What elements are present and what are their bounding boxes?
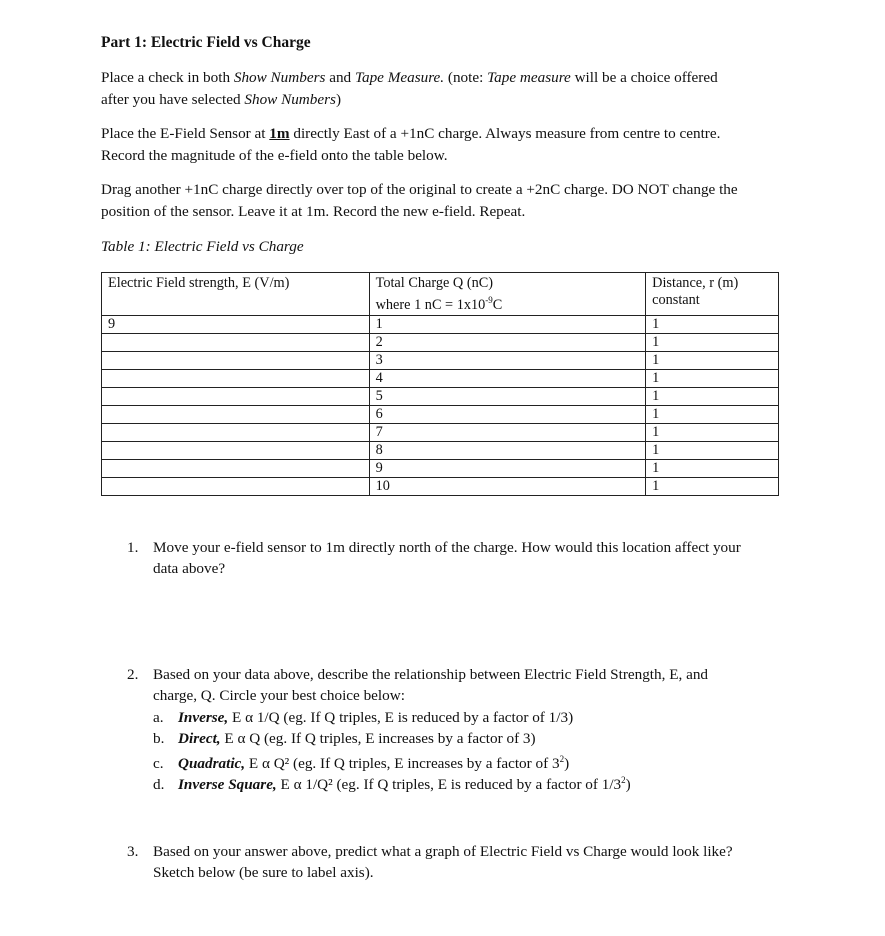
cell-electric-field[interactable] [102,405,370,423]
table-row [102,351,779,369]
cell-distance: 1 [646,351,779,369]
table-row [102,315,779,333]
cell-distance: 1 [646,333,779,351]
header-electric-field: Electric Field strength, E (V/m) [102,273,370,316]
cell-electric-field[interactable] [102,351,370,369]
choice-option-a[interactable]: a. Inverse, E α 1/Q (eg. If Q triples, E is reduced by a factor of 1/3) [153,709,574,726]
cell-total-charge: 3 [369,351,646,369]
part-title: Part 1: Electric Field vs Charge [101,34,311,51]
instruction-paragraph-2-line-2: Record the magnitude of the e-field onto the table below. [101,147,448,164]
table-row [102,477,779,495]
cell-electric-field[interactable] [102,441,370,459]
question-2-number: 2. [127,666,139,683]
cell-total-charge: 6 [369,405,646,423]
question-1-line-2: data above? [153,560,226,577]
cell-distance: 1 [646,423,779,441]
choice-option-b[interactable]: b. Direct, E α Q (eg. If Q triples, E increases by a factor of 3) [153,730,536,747]
table-row [102,387,779,405]
cell-total-charge: 8 [369,441,646,459]
data-table [101,272,779,496]
question-1-line-1: Move your e-field sensor to 1m directly north of the charge. How would this location affect your [153,539,741,556]
instruction-paragraph-1-line-2: after you have selected Show Numbers) [101,91,341,108]
cell-total-charge: 7 [369,423,646,441]
cell-electric-field[interactable] [102,333,370,351]
cell-total-charge: 10 [369,477,646,495]
cell-electric-field[interactable] [102,423,370,441]
cell-electric-field[interactable]: 9 [102,315,370,333]
cell-total-charge: 2 [369,333,646,351]
instruction-paragraph-3-line-2: position of the sensor. Leave it at 1m. Record the new e-field. Repeat. [101,203,526,220]
question-3-line-2: Sketch below (be sure to label axis). [153,864,374,881]
cell-total-charge: 4 [369,369,646,387]
cell-distance: 1 [646,405,779,423]
instruction-paragraph-1-line-1: Place a check in both Show Numbers and Tape Measure. (note: Tape measure will be a choice offered [101,69,718,86]
table-header-row [102,273,779,316]
question-1-number: 1. [127,539,139,556]
choice-option-c[interactable]: c. Quadratic, E α Q² (eg. If Q triples, E increases by a factor of $3^2$) [153,754,570,773]
table-row [102,369,779,387]
cell-distance: 1 [646,369,779,387]
question-2-line-1: Based on your data above, describe the relationship between Electric Field Strength, E, and [153,666,709,683]
table-row [102,459,779,477]
cell-distance: 1 [646,459,779,477]
question-3-number: 3. [127,843,139,860]
cell-electric-field[interactable] [102,459,370,477]
instruction-paragraph-2-line-1: Place the E-Field Sensor at 1m directly East of a +1nC charge. Always measure from centre to centre. [101,125,721,142]
cell-total-charge: 5 [369,387,646,405]
cell-electric-field[interactable] [102,369,370,387]
table-row [102,405,779,423]
cell-electric-field[interactable] [102,477,370,495]
table-row [102,423,779,441]
choice-option-d[interactable]: d. Inverse Square, E α 1/Q² (eg. If Q triples, E is reduced by a factor of $1/3^2$) [153,775,631,794]
header-total-charge: Total Charge Q (nC) where 1 nC = $1x10^{-9}C$ [369,273,646,316]
table-caption: Table 1: Electric Field vs Charge [101,238,304,255]
cell-distance: 1 [646,477,779,495]
table-row [102,333,779,351]
header-distance: Distance, r (m) constant [646,273,779,316]
table-row [102,441,779,459]
cell-distance: 1 [646,387,779,405]
cell-distance: 1 [646,441,779,459]
instruction-paragraph-3-line-1: Drag another +1nC charge directly over top of the original to create a +2nC charge. DO NOT change the [101,181,738,198]
cell-total-charge: 1 [369,315,646,333]
question-3-line-1: Based on your answer above, predict what a graph of Electric Field vs Charge would look like? [153,843,733,860]
cell-total-charge: 9 [369,459,646,477]
question-2-line-2: charge, Q. Circle your best choice below: [153,687,405,704]
cell-distance: 1 [646,315,779,333]
cell-electric-field[interactable] [102,387,370,405]
